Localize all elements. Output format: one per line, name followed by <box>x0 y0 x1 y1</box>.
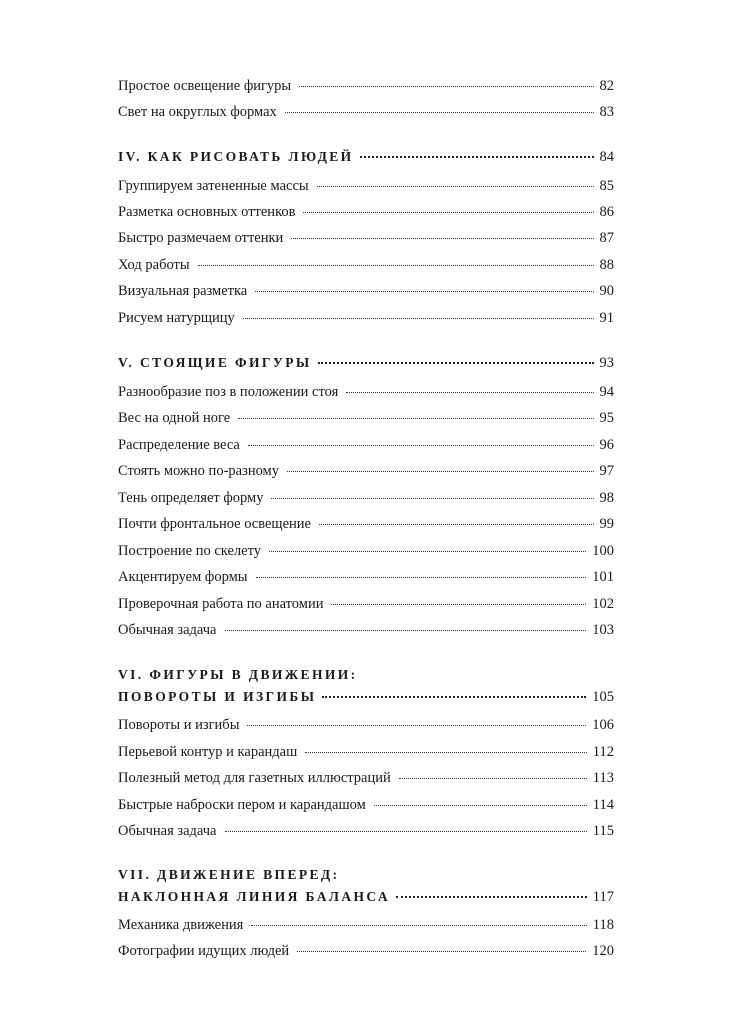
dot-leader <box>271 497 593 499</box>
dot-leader <box>318 361 594 364</box>
toc-entry-page: 113 <box>592 770 614 786</box>
dot-leader <box>225 629 587 631</box>
toc-entry-page: 94 <box>599 384 614 400</box>
toc-entry[interactable] <box>118 203 614 221</box>
toc-entry-title: Полезный метод для газетных иллюстраций <box>118 770 391 786</box>
dot-leader <box>374 804 587 806</box>
chapter-heading[interactable] <box>118 688 614 706</box>
toc-entry-title: Тень определяет форму <box>118 490 264 506</box>
toc-entry-title: Проверочная работа по анатомии <box>118 596 324 612</box>
toc-entry[interactable] <box>118 743 614 761</box>
dot-leader <box>285 111 594 113</box>
toc-entry-title: Механика движения <box>118 917 244 933</box>
toc-entry[interactable] <box>118 309 614 327</box>
toc-entry[interactable] <box>118 77 614 95</box>
dot-leader <box>322 695 586 698</box>
toc-entry-title: Фотографии идущих людей <box>118 943 290 959</box>
dot-leader <box>287 470 594 472</box>
toc-entry-title: Почти фронтальное освещение <box>118 516 311 532</box>
chapter-heading[interactable] <box>118 354 614 372</box>
toc-entry-page: 95 <box>599 410 614 426</box>
dot-leader <box>305 751 587 753</box>
dot-leader <box>198 264 594 266</box>
chapter-title: НАКЛОННАЯ ЛИНИЯ БАЛАНСА <box>118 889 390 904</box>
toc-entry-title: Вес на одной ноге <box>118 410 231 426</box>
toc-entry-page: 85 <box>599 178 614 194</box>
dot-leader <box>396 895 587 898</box>
dot-leader <box>319 523 594 525</box>
toc-entry[interactable] <box>118 515 614 533</box>
dot-leader <box>256 576 587 578</box>
toc-entry-title: Визуальная разметка <box>118 283 248 299</box>
toc-entry-page: 87 <box>599 230 614 246</box>
dot-leader <box>269 550 586 552</box>
toc-entry[interactable] <box>118 716 614 734</box>
toc-entry[interactable] <box>118 282 614 300</box>
toc-entry-title: Обычная задача <box>118 622 217 638</box>
toc-entry[interactable] <box>118 409 614 427</box>
toc-entry-title: Быстрые наброски пером и карандашом <box>118 797 366 813</box>
toc-entry-title: Группируем затененные массы <box>118 178 309 194</box>
toc-entry-page: 97 <box>599 463 614 479</box>
toc-entry[interactable] <box>118 769 614 787</box>
toc-entry-page: 91 <box>599 310 614 326</box>
toc-entry-page: 112 <box>592 744 614 760</box>
toc-entry-page: 101 <box>592 569 614 585</box>
chapter-page: 84 <box>599 149 614 165</box>
toc-entry-title: Разметка основных оттенков <box>118 204 296 220</box>
toc-entry[interactable] <box>118 568 614 586</box>
dot-leader <box>331 603 586 605</box>
toc-entry-page: 86 <box>599 204 614 220</box>
toc-entry[interactable] <box>118 916 614 934</box>
toc-entry[interactable] <box>118 383 614 401</box>
chapter-title-line1: VII. ДВИЖЕНИЕ ВПЕРЕД: <box>118 867 340 882</box>
dot-leader <box>360 155 594 158</box>
dot-leader <box>247 724 586 726</box>
toc-entry[interactable] <box>118 489 614 507</box>
toc-entry-title: Быстро размечаем оттенки <box>118 230 284 246</box>
dot-leader <box>225 830 587 832</box>
toc-entry-title: Обычная задача <box>118 823 217 839</box>
chapter-page: 105 <box>592 689 614 705</box>
toc-entry-title: Простое освещение фигуры <box>118 78 292 94</box>
toc-entry-page: 115 <box>592 823 614 839</box>
toc-entry[interactable] <box>118 103 614 121</box>
dot-leader <box>399 777 587 779</box>
toc-entry-title: Рисуем натурщицу <box>118 310 235 326</box>
toc-entry[interactable] <box>118 542 614 560</box>
toc-entry-title: Распределение веса <box>118 437 240 453</box>
toc-entry[interactable] <box>118 796 614 814</box>
dot-leader <box>297 950 586 952</box>
toc-entry-title: Повороты и изгибы <box>118 717 240 733</box>
dot-leader <box>238 417 593 419</box>
toc-entry-page: 120 <box>592 943 614 959</box>
toc-entry-page: 90 <box>599 283 614 299</box>
toc-entry-page: 99 <box>599 516 614 532</box>
toc-entry-title: Построение по скелету <box>118 543 261 559</box>
dot-leader <box>291 237 593 239</box>
toc-entry[interactable] <box>118 229 614 247</box>
dot-leader <box>303 211 593 213</box>
chapter-title: V. СТОЯЩИЕ ФИГУРЫ <box>118 355 312 370</box>
toc-entry-title: Стоять можно по-разному <box>118 463 279 479</box>
toc-entry-title: Ход работы <box>118 257 190 273</box>
chapter-title-line1: VI. ФИГУРЫ В ДВИЖЕНИИ: <box>118 667 358 682</box>
chapter-title: IV. КАК РИСОВАТЬ ЛЮДЕЙ <box>118 149 354 164</box>
toc-entry-page: 88 <box>599 257 614 273</box>
chapter-title: ПОВОРОТЫ И ИЗГИБЫ <box>118 689 317 704</box>
toc-entry-page: 103 <box>592 622 614 638</box>
toc-entry[interactable] <box>118 942 614 960</box>
chapter-heading[interactable] <box>118 888 614 906</box>
dot-leader <box>251 924 586 926</box>
toc-entry-page: 100 <box>592 543 614 559</box>
dot-leader <box>248 444 594 446</box>
toc-entry-page: 114 <box>592 797 614 813</box>
dot-leader <box>346 391 593 393</box>
toc-entry[interactable] <box>118 436 614 454</box>
toc-entry[interactable] <box>118 256 614 274</box>
toc-entry-page: 82 <box>599 78 614 94</box>
toc-entry-page: 83 <box>599 104 614 120</box>
toc-entry-title: Разнообразие поз в положении стоя <box>118 384 339 400</box>
toc-entry[interactable] <box>118 822 614 840</box>
toc-entry-page: 118 <box>592 917 614 933</box>
toc-entry-title: Акцентируем формы <box>118 569 248 585</box>
dot-leader <box>317 185 594 187</box>
chapter-page: 93 <box>599 355 614 371</box>
toc-entry-page: 102 <box>592 596 614 612</box>
toc-entry[interactable] <box>118 621 614 639</box>
chapter-page: 117 <box>592 889 614 905</box>
toc-entry-title: Свет на округлых формах <box>118 104 277 120</box>
toc-entry[interactable] <box>118 177 614 195</box>
toc-entry[interactable] <box>118 462 614 480</box>
toc-entry-page: 106 <box>592 717 614 733</box>
dot-leader <box>299 85 593 87</box>
toc-entry-page: 98 <box>599 490 614 506</box>
toc-entry-title: Перьевой контур и карандаш <box>118 744 298 760</box>
toc-entry-page: 96 <box>599 437 614 453</box>
chapter-heading[interactable] <box>118 148 614 166</box>
dot-leader <box>255 290 593 292</box>
toc-entry[interactable] <box>118 595 614 613</box>
dot-leader <box>243 317 594 319</box>
